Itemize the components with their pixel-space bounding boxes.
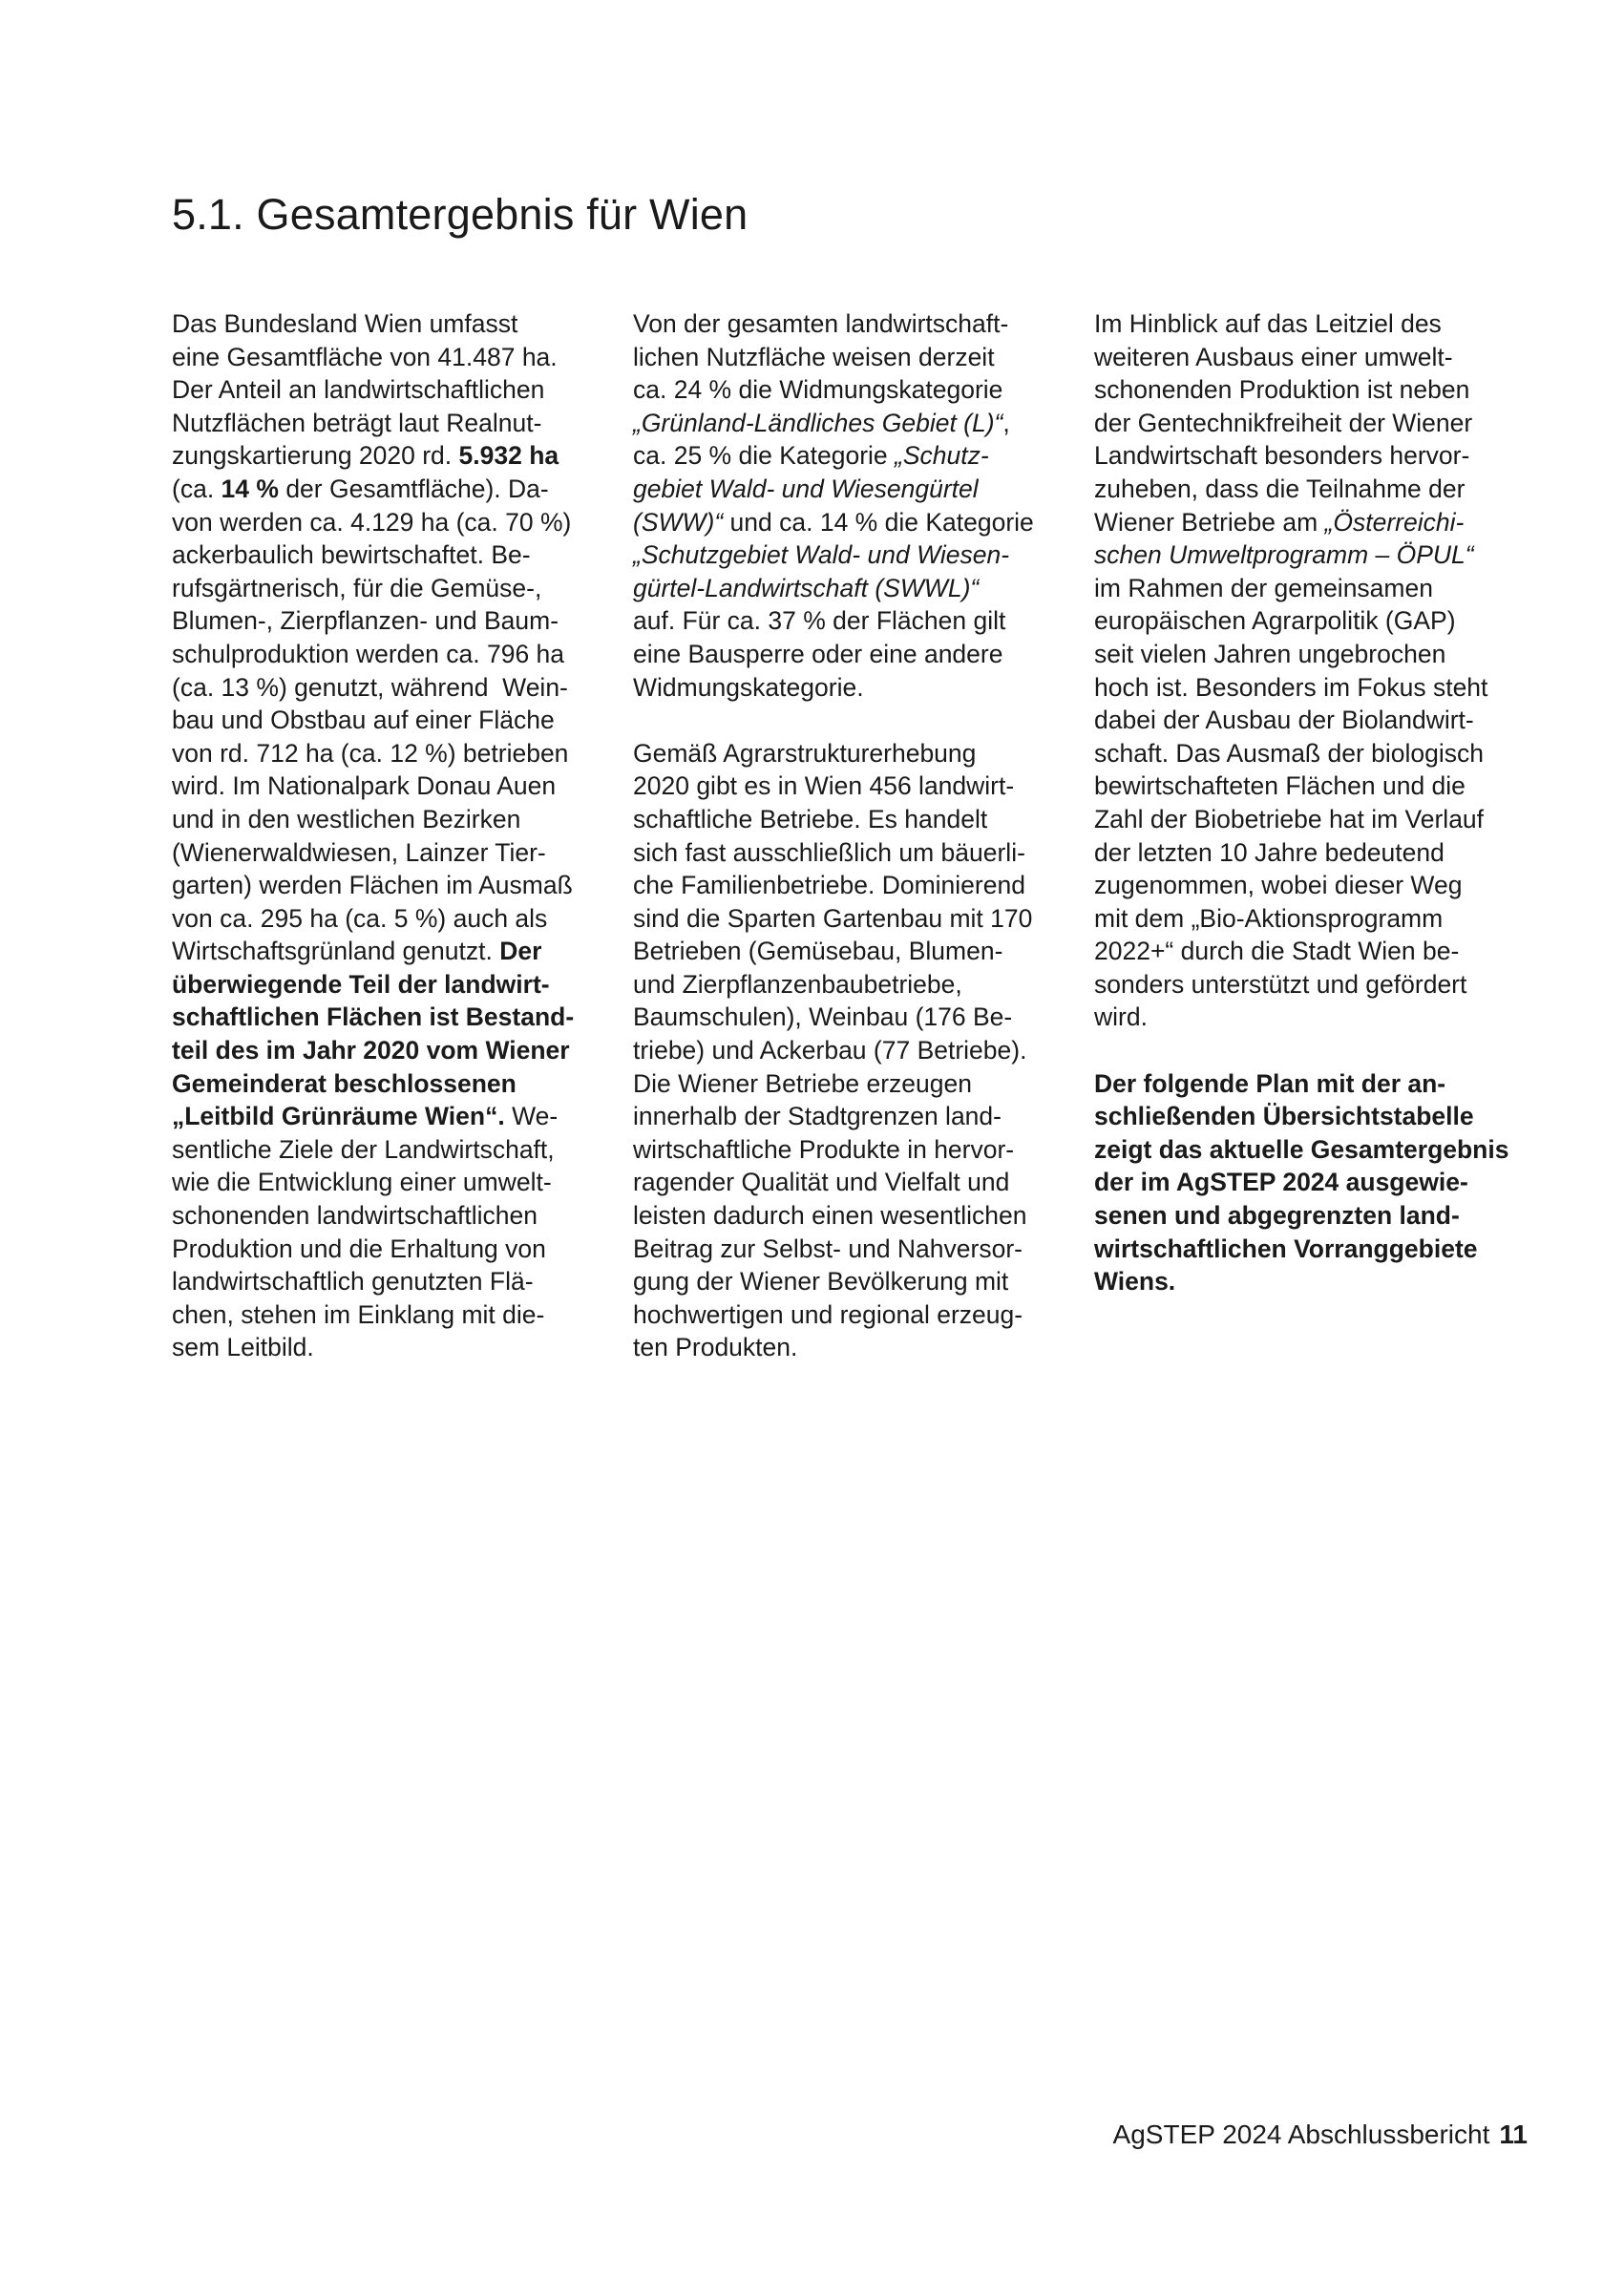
- text-line: [1094, 506, 1543, 539]
- text-run: der Gesamtfläche). Da-: [278, 474, 549, 503]
- paragraph: [633, 737, 1082, 1364]
- text-line: schaftliche Betriebe. Es handelt: [633, 804, 988, 833]
- text-run: ca. 25 % die Kategorie: [633, 441, 896, 471]
- text-run: ,: [1002, 408, 1010, 437]
- text-line: sind die Sparten Gartenbau mit 170: [633, 903, 1033, 933]
- text-line: Baumschulen), Weinbau (176 Be-: [633, 1002, 1013, 1032]
- text-line: schonenden landwirtschaftlichen: [172, 1201, 538, 1231]
- bold-text-line: schließenden Übersichtstabelle: [1094, 1102, 1474, 1131]
- italic-text: „Schutz-: [895, 441, 989, 471]
- text-line: von ca. 295 ha (ca. 5 %) auch als: [172, 903, 548, 933]
- text-column-2: [633, 307, 1082, 1364]
- bold-text-line: teil des im Jahr 2020 vom Wiener: [172, 1036, 570, 1065]
- text-line: dabei der Ausbau der Biolandwirt-: [1094, 706, 1474, 735]
- text-line: ragender Qualität und Vielfalt und: [633, 1168, 1010, 1197]
- text-line: hoch ist. Besonders im Fokus steht: [1094, 672, 1488, 702]
- paragraph: [1094, 307, 1543, 1034]
- bold-text-line: Wiens.: [1094, 1267, 1176, 1297]
- italic-text-line: gebiet Wald- und Wiesengürtel: [633, 474, 979, 503]
- text-line: wird. Im Nationalpark Donau Auen: [172, 771, 557, 801]
- text-line: wie die Entwicklung einer umwelt-: [172, 1168, 552, 1197]
- text-line: und Zierpflanzenbaubetriebe,: [633, 969, 962, 999]
- text-line: Beitrag zur Selbst- und Nahversor-: [633, 1234, 1023, 1263]
- text-line: [633, 407, 1082, 440]
- text-line: che Familienbetriebe. Dominierend: [633, 871, 1025, 900]
- text-line: zugenommen, wobei dieser Weg: [1094, 871, 1463, 900]
- text-line: eine Gesamtfläche von 41.487 ha.: [172, 342, 558, 371]
- text-line: Das Bundesland Wien umfasst: [172, 309, 518, 338]
- text-line: 2022+“ durch die Stadt Wien be-: [1094, 937, 1460, 966]
- text-line: sich fast ausschließlich um bäuerli-: [633, 837, 1025, 867]
- text-line: weiteren Ausbaus einer umwelt-: [1094, 342, 1453, 371]
- bold-text: 5.932 ha: [458, 441, 559, 471]
- text-line: innerhalb der Stadtgrenzen land-: [633, 1102, 1002, 1131]
- text-line: 2020 gibt es in Wien 456 landwirt-: [633, 771, 1015, 801]
- text-line: chen, stehen im Einklang mit die-: [172, 1299, 545, 1329]
- text-line: Zahl der Biobetriebe hat im Verlauf: [1094, 804, 1485, 833]
- text-line: Landwirtschaft besonders hervor-: [1094, 441, 1470, 471]
- text-run: Wiener Betriebe am: [1094, 507, 1325, 537]
- text-line: lichen Nutzfläche weisen derzeit: [633, 342, 995, 371]
- bold-text-line: Der folgende Plan mit der an-: [1094, 1068, 1446, 1098]
- italic-text-line: „Schutzgebiet Wald- und Wiesen-: [633, 540, 1010, 570]
- paragraph: [633, 307, 1082, 704]
- text-line: Die Wiener Betriebe erzeugen: [633, 1068, 972, 1098]
- text-line: [172, 439, 621, 473]
- bold-text-line: wirtschaftlichen Vorranggebiete: [1094, 1234, 1478, 1263]
- text-line: schulproduktion werden ca. 796 ha: [172, 639, 565, 668]
- text-line: von werden ca. 4.129 ha (ca. 70 %): [172, 507, 572, 537]
- text-line: ackerbaulich bewirtschaftet. Be-: [172, 540, 531, 570]
- text-line: mit dem „Bio-Aktionsprogramm: [1094, 903, 1444, 933]
- paragraph-bold: [1094, 1067, 1543, 1298]
- text-line: von rd. 712 ha (ca. 12 %) betrieben: [172, 738, 569, 768]
- text-line: ca. 24 % die Widmungskategorie: [633, 375, 1003, 405]
- bold-text: „Leitbild Grünräume Wien“.: [172, 1102, 505, 1131]
- text-line: rufsgärtnerisch, für die Gemüse-,: [172, 573, 542, 602]
- text-line: [172, 1100, 621, 1133]
- text-line: eine Bausperre oder eine andere: [633, 639, 1003, 668]
- text-line: [172, 473, 621, 506]
- paragraph: [172, 307, 621, 1364]
- text-line: landwirtschaftlich genutzten Flä-: [172, 1267, 534, 1297]
- text-run: und ca. 14 % die Kategorie: [723, 507, 1034, 537]
- text-line: (Wienerwaldwiesen, Lainzer Tier-: [172, 837, 546, 867]
- bold-text-line: der im AgSTEP 2024 ausgewie-: [1094, 1168, 1468, 1197]
- italic-text-line: schen Umweltprogramm – ÖPUL“: [1094, 540, 1474, 570]
- italic-text-line: gürtel-Landwirtschaft (SWWL)“: [633, 573, 980, 602]
- text-line: und in den westlichen Bezirken: [172, 804, 521, 833]
- text-line: hochwertigen und regional erzeug-: [633, 1299, 1023, 1329]
- text-line: leisten dadurch einen wesentlichen: [633, 1201, 1027, 1231]
- text-line: der Gentechnikfreiheit der Wiener: [1094, 408, 1473, 437]
- text-run: Wirtschaftsgrünland genutzt.: [172, 937, 500, 966]
- text-line: garten) werden Flächen im Ausmaß: [172, 871, 573, 900]
- text-run: We-: [504, 1102, 559, 1131]
- text-line: europäischen Agrarpolitik (GAP): [1094, 606, 1456, 636]
- bold-text-line: überwiegende Teil der landwirt-: [172, 969, 550, 999]
- text-line: Blumen-, Zierpflanzen- und Baum-: [172, 606, 559, 636]
- text-line: bewirtschafteten Flächen und die: [1094, 771, 1466, 801]
- italic-text: „Grünland-Ländliches Gebiet (L)“: [633, 408, 1003, 437]
- italic-text: (SWW)“: [633, 507, 724, 537]
- page-title: 5.1. Gesamtergebnis für Wien: [172, 190, 749, 239]
- text-line: Gemäß Agrarstrukturerhebung: [633, 738, 977, 768]
- text-line: sem Leitbild.: [172, 1333, 314, 1362]
- text-line: seit vielen Jahren ungebrochen: [1094, 639, 1446, 668]
- text-line: [633, 439, 1082, 473]
- text-line: sentliche Ziele der Landwirtschaft,: [172, 1134, 555, 1164]
- text-line: ten Produkten.: [633, 1333, 798, 1362]
- bold-text-line: senen und abgegrenzten land-: [1094, 1201, 1460, 1231]
- text-line: [172, 935, 621, 968]
- text-line: triebe) und Ackerbau (77 Betriebe).: [633, 1036, 1027, 1065]
- text-line: wirtschaftliche Produkte in hervor-: [633, 1134, 1015, 1164]
- bold-text: Der: [499, 937, 542, 966]
- text-line: Betrieben (Gemüsebau, Blumen-: [633, 937, 1003, 966]
- text-line: (ca. 13 %) genutzt, während Wein-: [172, 672, 568, 702]
- bold-text: 14 %: [221, 474, 279, 503]
- bold-text-line: schaftlichen Flächen ist Bestand-: [172, 1002, 575, 1032]
- text-run: zungskartierung 2020 rd.: [172, 441, 459, 471]
- bold-text-line: zeigt das aktuelle Gesamtergebnis: [1094, 1134, 1509, 1164]
- text-line: Der Anteil an landwirtschaftlichen: [172, 375, 545, 405]
- text-line: wird.: [1094, 1002, 1148, 1032]
- text-line: schaft. Das Ausmaß der biologisch: [1094, 738, 1484, 768]
- text-line: Produktion und die Erhaltung von: [172, 1234, 546, 1263]
- text-line: bau und Obstbau auf einer Fläche: [172, 706, 555, 735]
- text-line: Widmungskategorie.: [633, 672, 864, 702]
- text-column-3: [1094, 307, 1543, 1298]
- text-line: gung der Wiener Bevölkerung mit: [633, 1267, 1009, 1297]
- text-line: sonders unterstützt und gefördert: [1094, 969, 1467, 999]
- text-line: im Rahmen der gemeinsamen: [1094, 573, 1433, 602]
- page-number: 11: [1499, 2120, 1528, 2149]
- text-line: auf. Für ca. 37 % der Flächen gilt: [633, 606, 1006, 636]
- text-line: [633, 506, 1082, 539]
- page-footer: [1050, 2118, 1528, 2152]
- text-run: (ca.: [172, 474, 221, 503]
- text-line: Von der gesamten landwirtschaft-: [633, 309, 1009, 338]
- text-line: schonenden Produktion ist neben: [1094, 375, 1470, 405]
- text-line: Im Hinblick auf das Leitziel des: [1094, 309, 1442, 338]
- text-column-1: [172, 307, 621, 1364]
- italic-text: „Österreichi-: [1324, 507, 1465, 537]
- text-line: zuheben, dass die Teilnahme der: [1094, 474, 1466, 503]
- bold-text-line: Gemeinderat beschlossenen: [172, 1068, 517, 1098]
- footer-report-title: AgSTEP 2024 Abschlussbericht: [1112, 2120, 1490, 2149]
- text-line: Nutzflächen beträgt laut Realnut-: [172, 408, 542, 437]
- text-line: der letzten 10 Jahre bedeutend: [1094, 837, 1445, 867]
